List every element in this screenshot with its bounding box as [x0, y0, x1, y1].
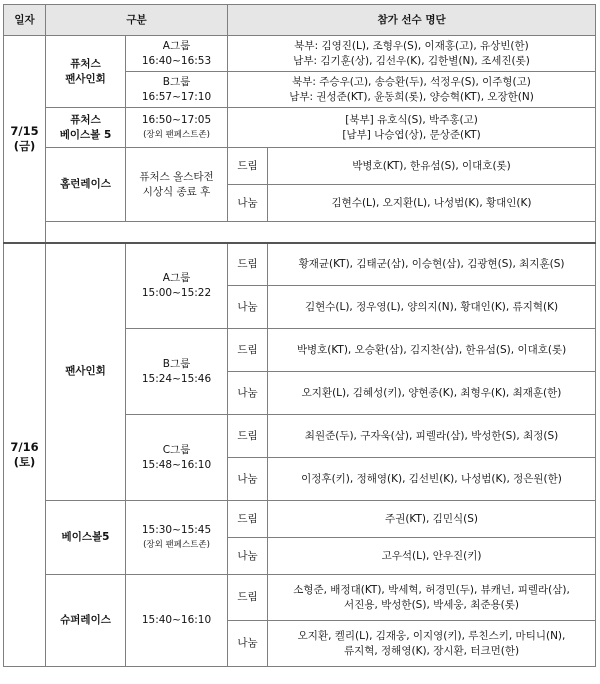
day2-group-a-dream-row [4, 243, 596, 286]
allstar-event-schedule-table [3, 4, 596, 667]
day2-group-a-time: 15:00~15:22 [141, 286, 212, 299]
day2-fan-signing-title: 팬사인회 [46, 243, 126, 501]
day1-baseball5-title-line2: 베이스볼 5 [59, 128, 112, 141]
day1-fan-signing-title [46, 36, 126, 108]
schedule-table-wrapper [3, 4, 596, 667]
day1-homerun-nanum-players: 김현수(L), 오지환(L), 나성범(K), 황대인(K) [268, 185, 596, 222]
day1-group-b-players [228, 72, 596, 108]
day1-group-b-north: 북부: 주승우(고), 송승환(두), 석정우(S), 이주형(고) [292, 75, 531, 88]
day1-homerun-time-line2: 시상식 종료 후 [142, 185, 211, 198]
day1-group-b-time: 16:57~17:10 [141, 90, 212, 103]
day2-baseball5-time-cell [126, 501, 228, 575]
day1-homerun-title: 홈런레이스 [46, 148, 126, 222]
day2-group-c-dream-label: 드림 [228, 415, 268, 458]
day2-group-c-nanum-players: 이정후(키), 정해영(K), 김선빈(K), 나성범(K), 정은원(한) [268, 458, 596, 501]
day1-baseball5-north: [북부] 유호식(S), 박주홍(고) [345, 113, 478, 126]
header-date: 일자 [4, 5, 46, 36]
day1-weekday: (금) [13, 138, 36, 153]
day2-baseball5-dream-row [4, 501, 596, 538]
day1-date: 7/15 [10, 123, 39, 138]
header-division: 구분 [46, 5, 228, 36]
day1-group-b-name: B그룹 [162, 75, 191, 88]
day1-homerun-time-cell [126, 148, 228, 222]
day2-group-a-dream-label: 드림 [228, 243, 268, 286]
day1-homerun-dream-row [4, 148, 596, 185]
day2-group-a-name: A그룹 [162, 271, 191, 284]
day2-baseball5-nanum-players: 고우석(L), 안우진(키) [268, 538, 596, 575]
day1-date-cell [4, 36, 46, 243]
day1-fan-signing-title-line1: 퓨처스 [70, 57, 101, 70]
day2-group-a-cell [126, 243, 228, 329]
day2-group-c-nanum-label: 나눔 [228, 458, 268, 501]
day2-weekday: (토) [13, 454, 36, 469]
day1-baseball5-venue: (장외 팬페스트존) [143, 129, 210, 140]
day2-super-race-nanum-line2: 류지혁, 정해영(K), 장시환, 터크먼(한) [343, 644, 520, 657]
day2-group-b-name: B그룹 [162, 357, 191, 370]
day2-baseball5-venue: (장외 팬페스트존) [143, 539, 210, 550]
day2-group-c-dream-players: 최원준(두), 구자욱(삼), 피렐라(삼), 박성한(S), 최정(S) [268, 415, 596, 458]
header-participants: 참가 선수 명단 [228, 5, 596, 36]
day1-homerun-nanum-label: 나눔 [228, 185, 268, 222]
day2-super-race-time: 15:40~16:10 [126, 575, 228, 667]
day1-baseball5-row [4, 108, 596, 148]
day2-super-race-dream-row [4, 575, 596, 621]
day1-baseball5-time-cell [126, 108, 228, 148]
day1-fan-signing-a-row [4, 36, 596, 72]
day1-fan-signing-title-line2: 팬사인회 [65, 72, 106, 85]
day1-homerun-dream-players: 박병호(KT), 한유섬(S), 이대호(롯) [268, 148, 596, 185]
day2-group-b-dream-label: 드림 [228, 329, 268, 372]
day2-baseball5-dream-players: 주권(KT), 김민식(S) [268, 501, 596, 538]
day2-group-c-time: 15:48~16:10 [141, 458, 212, 471]
day1-homerun-time-line1: 퓨처스 올스타전 [139, 170, 214, 183]
day2-group-b-cell [126, 329, 228, 415]
day2-group-b-nanum-players: 오지환(L), 김혜성(키), 양현종(K), 최형우(K), 최재훈(한) [268, 372, 596, 415]
day2-group-a-nanum-label: 나눔 [228, 286, 268, 329]
day1-baseball5-players [228, 108, 596, 148]
day2-super-race-nanum-label: 나눔 [228, 621, 268, 667]
day2-group-a-dream-players: 황재균(KT), 김태군(삼), 이승현(삼), 김광현(S), 최지훈(S) [268, 243, 596, 286]
day1-group-b-south: 남부: 권성준(KT), 윤동희(롯), 양승혁(KT), 오장한(N) [289, 90, 534, 103]
day1-group-a-name: A그룹 [162, 39, 191, 52]
day2-baseball5-time: 15:30~15:45 [141, 523, 212, 536]
day1-group-a-north: 북부: 김영진(L), 조형우(S), 이재홍(고), 유상빈(한) [294, 39, 529, 52]
day1-spacer-row [4, 222, 596, 243]
day2-super-race-nanum-players [268, 621, 596, 667]
day1-baseball5-time: 16:50~17:05 [141, 113, 212, 126]
day2-super-race-dream-players [268, 575, 596, 621]
day1-baseball5-title-line1: 퓨처스 [70, 113, 101, 126]
day2-super-race-dream-label: 드림 [228, 575, 268, 621]
day2-super-race-nanum-line1: 오지환, 켈리(L), 김재웅, 이지영(키), 루친스키, 마티니(N), [297, 629, 566, 642]
day2-group-b-nanum-label: 나눔 [228, 372, 268, 415]
day1-group-b-cell [126, 72, 228, 108]
day1-group-a-cell [126, 36, 228, 72]
day2-group-b-dream-players: 박병호(KT), 오승환(삼), 김지찬(삼), 한유섬(S), 이대호(롯) [268, 329, 596, 372]
day2-baseball5-dream-label: 드림 [228, 501, 268, 538]
day2-super-race-dream-line2: 서진용, 박성한(S), 박세웅, 최준용(롯) [344, 598, 519, 611]
day2-group-c-name: C그룹 [162, 443, 191, 456]
header-row [4, 5, 596, 36]
day1-group-a-players [228, 36, 596, 72]
day2-group-c-cell [126, 415, 228, 501]
day1-baseball5-title [46, 108, 126, 148]
day2-date-cell [4, 243, 46, 667]
day2-group-a-nanum-players: 김현수(L), 정우영(L), 양의지(N), 황대인(K), 류지혁(K) [268, 286, 596, 329]
day1-group-a-time: 16:40~16:53 [141, 54, 212, 67]
day1-homerun-dream-label: 드림 [228, 148, 268, 185]
day2-baseball5-title: 베이스볼5 [46, 501, 126, 575]
day2-baseball5-nanum-label: 나눔 [228, 538, 268, 575]
day2-super-race-title: 슈퍼레이스 [46, 575, 126, 667]
day1-spacer [46, 222, 596, 243]
day1-baseball5-south: [남부] 나승엽(상), 문상준(KT) [342, 128, 481, 141]
day2-group-b-time: 15:24~15:46 [141, 372, 212, 385]
day1-group-a-south: 남부: 김기훈(상), 김선우(K), 김한별(N), 조세진(롯) [293, 54, 530, 67]
day2-super-race-dream-line1: 소형준, 배정대(KT), 박세혁, 허경민(두), 뷰캐넌, 피렐라(삼), [293, 583, 570, 596]
day2-date: 7/16 [10, 439, 39, 454]
